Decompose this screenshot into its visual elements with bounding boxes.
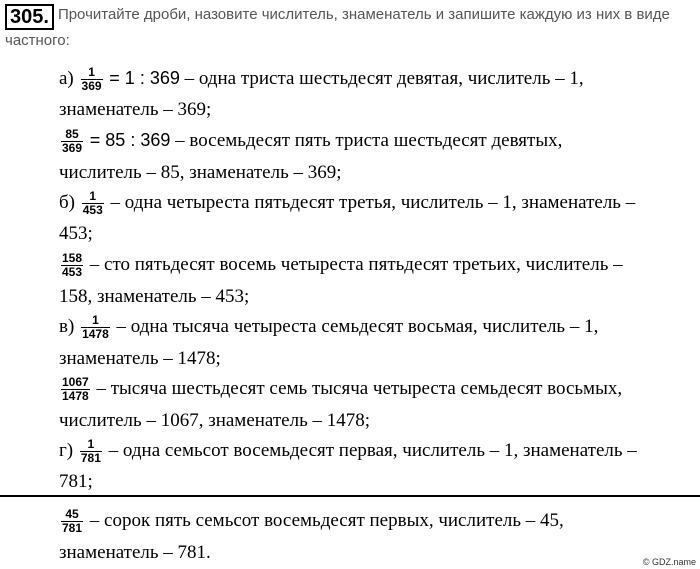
answer-continuation: знаменатель – 369; <box>59 99 212 120</box>
fraction-numerator: 1067 <box>62 375 89 389</box>
fraction-denominator: 781 <box>80 451 101 465</box>
answer-line <box>59 128 562 155</box>
answer-text: – сто пятьдесят восемь четыреста пятьдесят третьих, числитель – <box>85 253 623 275</box>
fraction-numerator: 45 <box>61 508 83 522</box>
answer-text: – восемьдесят пять триста шестьдесят девятых, <box>170 129 563 151</box>
answer-line <box>59 438 637 465</box>
answer-line <box>59 314 598 341</box>
answer-line <box>59 66 584 93</box>
fraction <box>61 376 90 403</box>
fraction-denominator: 1478 <box>62 389 89 403</box>
exercise-header <box>5 4 695 51</box>
fraction <box>61 508 83 535</box>
fraction <box>61 128 83 155</box>
fraction-numerator: 1 <box>81 66 103 80</box>
answer-text: – сорок пять семьсот восемьдесят первых, числитель – 45, <box>85 509 564 531</box>
fraction-denominator: 369 <box>81 79 102 93</box>
exercise-task: Прочитайте дроби, назовите числитель, знаменатель и запишите каждую из них в виде частного: <box>5 6 670 49</box>
item-label: б) <box>59 191 75 213</box>
answer-continuation: знаменатель – 781. <box>59 542 211 563</box>
item-label: а) <box>59 67 74 89</box>
answer-text: – одна семьсот восемьдесят первая, числитель – 1, знаменатель – <box>103 439 637 461</box>
fraction <box>82 190 104 217</box>
fraction-denominator: 453 <box>62 265 83 279</box>
fraction-denominator: 453 <box>82 203 103 217</box>
answer-text: – одна тысяча четыреста семьдесят восьмая, числитель – 1, <box>111 315 599 337</box>
answer-line <box>59 376 622 403</box>
answer-continuation: числитель – 1067, знаменатель – 1478; <box>59 410 371 431</box>
answer-continuation: 781; <box>59 471 93 492</box>
quotient: = 1 : 369 <box>109 67 180 88</box>
fraction-denominator: 781 <box>62 521 83 535</box>
fraction <box>81 314 110 341</box>
fraction <box>61 252 83 279</box>
answer-line <box>59 508 564 535</box>
fraction-numerator: 158 <box>62 251 83 265</box>
fraction <box>80 438 102 465</box>
fraction-denominator: 369 <box>62 141 83 155</box>
answer-continuation: 453; <box>59 223 93 244</box>
answer-continuation: 158, знаменатель – 453; <box>59 286 250 307</box>
item-label: в) <box>59 315 75 337</box>
watermark: © GDZ.name <box>642 557 696 567</box>
divider <box>0 495 700 497</box>
fraction-numerator: 1 <box>82 190 104 204</box>
answer-text: – одна четыреста пятьдесят третья, числитель – 1, знаменатель – <box>105 191 636 213</box>
fraction-denominator: 1478 <box>82 327 109 341</box>
quotient: = 85 : 369 <box>89 129 171 150</box>
answer-text: – тысяча шестьдесят семь тысяча четыреста семьдесят восьмых, <box>91 377 623 399</box>
item-label: г) <box>59 439 74 461</box>
answer-continuation: числитель – 85, знаменатель – 369; <box>59 162 342 183</box>
fraction <box>81 66 103 93</box>
fraction-numerator: 1 <box>80 438 102 452</box>
answer-line <box>59 190 635 217</box>
fraction-numerator: 85 <box>61 128 83 142</box>
fraction-numerator: 1 <box>81 314 110 328</box>
exercise-number: 305. <box>5 4 54 30</box>
answer-line <box>59 252 623 279</box>
answer-text: – одна триста шестьдесят девятая, числитель – 1, <box>179 67 584 89</box>
answer-continuation: знаменатель – 1478; <box>59 348 221 369</box>
